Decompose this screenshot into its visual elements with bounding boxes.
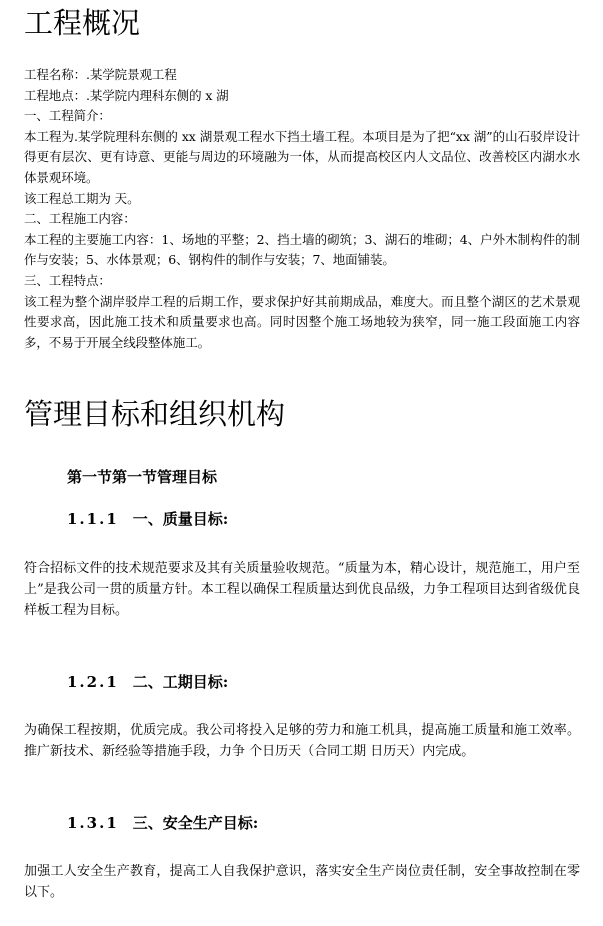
safety-goal-heading	[67, 812, 258, 833]
heading-number: 1.1.1	[67, 510, 119, 528]
project-location: 工程地点：.某学院内理科东侧的 x 湖	[24, 87, 229, 103]
overview-block	[24, 65, 580, 353]
heading-text: 三、安全生产目标:	[132, 814, 259, 832]
quality-goal-heading	[67, 508, 228, 529]
heading-text: 一、质量目标:	[132, 510, 229, 528]
heading-number: 1.2.1	[67, 673, 119, 691]
intro-heading: 一、工程简介：	[24, 108, 111, 124]
content-text: 本工程的主要施工内容：1、场地的平整；2、挡土墙的砌筑；3、湖石的堆砌；4、户外木制构件的制作与安装；5、水体景观；6、钢构件的制作与安装；7、地面铺装。	[24, 231, 580, 268]
features-heading: 三、工程特点：	[24, 272, 111, 288]
safety-goal-text: 加强工人安全生产教育，提高工人自我保护意识，落实安全生产岗位责任制，安全事故控制在零以下。	[24, 864, 580, 900]
schedule-goal-text: 为确保工程按期，优质完成。我公司将投入足够的劳力和施工机具，提高施工质量和施工效率。推广新技术、新经验等措施手段，力争 个日历天（合同工期 日历天）内完成。	[24, 723, 580, 759]
heading-text: 二、工期目标:	[132, 673, 229, 691]
subsection-title: 第一节第一节管理目标	[67, 468, 218, 486]
content-heading: 二、工程施工内容：	[24, 211, 136, 227]
quality-goal-text: 符合招标文件的技术规范要求及其有关质量验收规范。“质量为本，精心设计，规范施工，用户至上”是我公司一贯的质量方针。本工程以确保工程质量达到优良品级，力争工程项目达到省级优良样板工程为目标。	[24, 561, 580, 618]
project-name: 工程名称：.某学院景观工程	[24, 67, 177, 82]
page-title: 工程概况	[24, 6, 141, 40]
schedule-goal-heading	[67, 671, 228, 692]
intro-text: 本工程为.某学院理科东侧的 xx 湖景观工程水下挡土墙工程。本项目是为了把“xx 湖”的山石驳岸设计得更有层次、更有诗意、更能与周边的环境融为一体，从而提高校区内人文品位、改善校区内湖水水体景观环境。	[24, 128, 580, 185]
heading-number: 1.3.1	[67, 814, 119, 832]
section-title: 管理目标和组织机构	[24, 397, 286, 431]
features-text: 该工程为整个湖岸驳岸工程的后期工作，要求保护好其前期成品，难度大。而且整个湖区的艺术景观性要求高，因此施工技术和质量要求也高。同时因整个施工场地较为狭窄，同一施工段面施工内容多，不易于开展全线段整体施工。	[24, 293, 580, 350]
duration-text: 该工程总工期为 天。	[24, 190, 140, 206]
